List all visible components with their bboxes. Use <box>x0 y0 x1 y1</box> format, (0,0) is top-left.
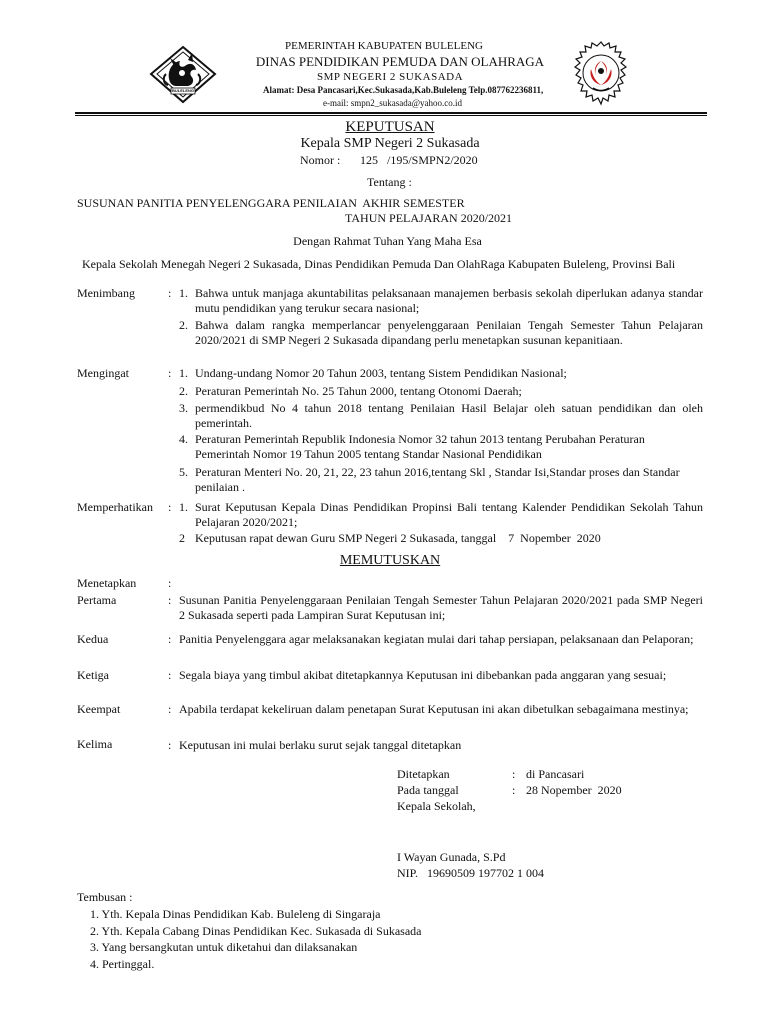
mengingat-num-4: 4. <box>179 432 188 446</box>
menimbang-label: Menimbang <box>77 286 135 300</box>
memperhatikan-num-2: 2 <box>179 531 185 545</box>
memperhatikan-label: Memperhatikan <box>77 500 153 514</box>
nomor-value: 125 /195/SMPN2/2020 <box>360 153 478 167</box>
signatory-role: Kepala Sekolah, <box>397 799 476 813</box>
decision-text-kedua: Panitia Penyelenggara agar melaksanakan kegiatan mulai dari tahap persiapan, pelaksanaan dan Pelaporan; <box>179 632 694 646</box>
subject-line2: TAHUN PELAJARAN 2020/2021 <box>345 211 513 225</box>
nomor-label: Nomor : <box>300 153 341 167</box>
tembusan-item-2: 2. Yth. Kepala Cabang Dinas Pendidikan Kec. Sukasada di Sukasada <box>90 924 422 938</box>
decision-label-pertama: Pertama <box>77 593 117 607</box>
menimbang-num-1: 1. <box>179 286 188 300</box>
signatory-name: I Wayan Gunada, S.Pd <box>397 850 506 864</box>
kepala-line: Kepala Sekolah Menegah Negeri 2 Sukasada, Dinas Pendidikan Pemuda Dan OlahRaga Kabupaten Buleleng, Provinsi Bali <box>82 257 676 271</box>
decision-colon-menetapkan: : <box>168 576 172 590</box>
letterhead-email: e-mail: smpn2_sukasada@yahoo.co.id <box>323 98 463 108</box>
decision-text-pertama: Susunan Panitia Penyelenggaraan Penilaian Tengah Semester Tahun Pelajaran 2020/2021 pada SMP Negeri 2 Sukasada seperti pada Lampiran Surat Keputusan ini; <box>179 593 703 622</box>
mengingat-item-2: Peraturan Pemerintah No. 25 Tahun 2000, tentang Otonomi Daerah; <box>195 384 522 398</box>
tembusan-item-4: 4. Pertinggal. <box>90 957 155 971</box>
mengingat-item-1: Undang-undang Nomor 20 Tahun 2003, tentang Sistem Pendidikan Nasional; <box>195 366 567 380</box>
mengingat-num-5: 5. <box>179 465 188 479</box>
decision-colon-kelima: : <box>168 738 172 752</box>
decision-text-keempat: Apabila terdapat kekeliruan dalam penetapan Surat Keputusan ini akan dibetulkan sebagaimana mestinya; <box>179 702 689 716</box>
decision-label-kelima: Kelima <box>77 737 113 751</box>
letterhead-address: Alamat: Desa Pancasari,Kec.Sukasada,Kab.Buleleng Telp.087762236811, <box>263 85 544 95</box>
decision-label-keempat: Keempat <box>77 702 121 716</box>
memutuskan-heading: MEMUTUSKAN <box>339 553 441 568</box>
tembusan-item-3: 3. Yang bersangkutan untuk diketahui dan dilaksanakan <box>90 940 358 954</box>
menimbang-item-2: Bahwa dalam rangka memperlancar penyelenggaraan Penilaian Tengah Semester Tahun Pelajaran 2020/2021 di SMP Negeri 2 Sukasada dipandang perlu menetapkan susunan kepanitiaan. <box>195 318 703 347</box>
decision-label-ketiga: Ketiga <box>77 668 109 682</box>
document-heading: KEPUTUSAN <box>345 119 435 135</box>
mengingat-num-2: 2. <box>179 384 188 398</box>
tembusan-label: Tembusan : <box>77 890 133 904</box>
mengingat-item-4: Peraturan Pemerintah Republik Indonesia Nomor 32 tahun 2013 tentang Perubahan Peraturan Pemerintah Nomor 19 Tahun 2005 tentang Standar Nasional Pendidikan <box>195 432 645 461</box>
document-subheading: Kepala SMP Negeri 2 Sukasada <box>300 136 480 151</box>
letterhead-line2: DINAS PENDIDIKAN PEMUDA DAN OLAHRAGA <box>255 54 545 69</box>
ditetapkan-colon: : <box>512 767 516 781</box>
header-rule-thick <box>75 112 707 114</box>
memperhatikan-item-1: Surat Keputusan Kepala Dinas Pendidikan Propinsi Bali tentang Kalender Pendidikan Sekolah Tahun Pelajaran 2020/2021; <box>195 500 703 529</box>
memperhatikan-colon: : <box>168 500 172 514</box>
tanggal-colon: : <box>512 783 516 797</box>
rahmat-line: Dengan Rahmat Tuhan Yang Maha Esa <box>293 234 482 248</box>
decision-colon-pertama: : <box>168 593 172 607</box>
tentang-label: Tentang : <box>367 175 412 189</box>
tanggal-value: 28 Nopember 2020 <box>526 783 622 797</box>
decision-text-ketiga: Segala biaya yang timbul akibat ditetapkannya Keputusan ini dibebankan pada anggaran yang sesuai; <box>179 668 667 682</box>
decision-colon-keempat: : <box>168 702 172 716</box>
letterhead-line1: PEMERINTAH KABUPATEN BULELENG <box>285 40 483 52</box>
decision-label-kedua: Kedua <box>77 632 109 646</box>
ditetapkan-label: Ditetapkan <box>397 767 450 781</box>
ditetapkan-value: di Pancasari <box>526 767 585 781</box>
mengingat-colon: : <box>168 366 172 380</box>
signatory-nip: NIP. 19690509 197702 1 004 <box>397 866 545 880</box>
mengingat-num-3: 3. <box>179 401 188 415</box>
decision-text-kelima: Keputusan ini mulai berlaku surut sejak tanggal ditetapkan <box>179 738 462 752</box>
mengingat-num-1: 1. <box>179 366 188 380</box>
subject-line1: SUSUNAN PANITIA PENYELENGGARA PENILAIAN AKHIR SEMESTER <box>77 196 465 210</box>
memperhatikan-item-2: Keputusan rapat dewan Guru SMP Negeri 2 Sukasada, tanggal 7 Nopember 2020 <box>195 531 601 545</box>
tanggal-label: Pada tanggal <box>397 783 459 797</box>
mengingat-item-3: permendikbud No 4 tahun 2018 tentang Penilaian Hasil Belajar oleh satuan pendidikan dan oleh pemerintah. <box>195 401 703 430</box>
menimbang-num-2: 2. <box>179 318 188 332</box>
decision-label-menetapkan: Menetapkan <box>77 576 137 590</box>
letterhead-line3: SMP NEGERI 2 SUKASADA <box>316 71 464 83</box>
mengingat-item-5: Peraturan Menteri No. 20, 21, 22, 23 tahun 2016,tentang Skl , Standar Isi,Standar proses dan Standar penilaian . <box>195 465 680 494</box>
memperhatikan-num-1: 1. <box>179 500 188 514</box>
decision-colon-kedua: : <box>168 632 172 646</box>
left-logo-caption: BULELENG <box>172 88 194 93</box>
mengingat-label: Mengingat <box>77 366 129 380</box>
decision-colon-ketiga: : <box>168 668 172 682</box>
menimbang-item-1: Bahwa untuk manjaga akuntabilitas pelaksanaan manajemen berbasis sekolah diperlukan adanya standar mutu pendidikan yang terukur secara nasional; <box>195 286 703 315</box>
menimbang-colon: : <box>168 286 172 300</box>
tembusan-item-1: 1. Yth. Kepala Dinas Pendidikan Kab. Buleleng di Singaraja <box>90 907 381 921</box>
header-rule-thin <box>75 115 707 116</box>
